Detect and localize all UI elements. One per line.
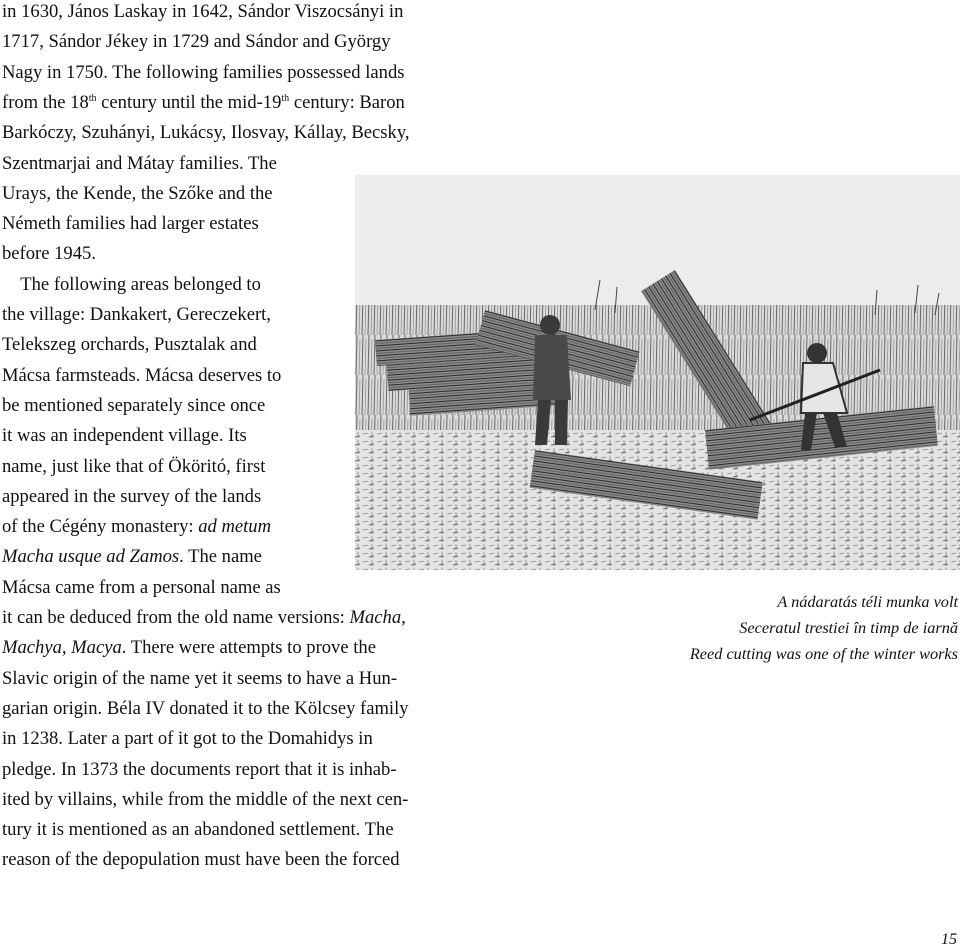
text-line [2, 455, 265, 479]
reed-cutting-illustration [355, 175, 960, 570]
italic-text-run: Macha usque ad Zamos [2, 546, 180, 568]
text-run: pledge. In 1373 the documents report that it is inhab- [2, 758, 397, 780]
text-line [2, 242, 96, 266]
caption-line-romanian: Seceratul trestiei în timp de iarnă [739, 618, 958, 637]
text-line [2, 303, 271, 327]
text-line [2, 30, 391, 54]
text-run: Telekszeg orchards, Pusztalak and [2, 334, 257, 356]
text-run: tury it is mentioned as an abandoned settlement. The [2, 819, 394, 841]
text-line [2, 424, 247, 448]
text-run: Szentmarjai and Mátay families. The [2, 152, 277, 174]
text-run: . There were attempts to prove the [121, 637, 376, 659]
italic-text-run: Macha, [349, 607, 406, 628]
text-run: of the Cégény monastery: [2, 516, 199, 538]
text-run: . The name [179, 546, 262, 568]
text-line [2, 758, 397, 782]
page-number: 15 [941, 931, 957, 948]
text-line [2, 394, 265, 418]
text-run: it can be deduced from the old name versions: [2, 607, 350, 628]
text-line [2, 0, 403, 24]
text-run: Barkóczy, Szuhányi, Lukácsy, Ilosvay, Kállay, Becsky, [2, 122, 410, 144]
text-run: Urays, the Kende, the Szőke and the [2, 182, 273, 204]
text-run: be mentioned separately since once [2, 394, 266, 416]
italic-text-run: Machya, Macya [2, 637, 122, 659]
text-line [2, 121, 410, 145]
text-line [2, 848, 400, 872]
superscript: th [88, 92, 97, 104]
text-run: Slavic origin of the name yet it seems to have a Hun- [2, 667, 398, 689]
text-run: Mácsa farmsteads. Mácsa deserves to [2, 364, 282, 386]
text-run: in 1630, János Laskay in 1642, Sándor Viszocsányi in [2, 1, 404, 22]
text-line [2, 182, 273, 206]
caption-line-hungarian: A nádaratás téli munka volt [777, 592, 958, 611]
text-run: garian origin. Béla IV donated it to the Kölcsey family [2, 697, 409, 719]
text-line [2, 61, 404, 85]
superscript: th [281, 92, 290, 104]
text-line [2, 545, 262, 569]
text-run: reason of the depopulation must have been the forced [2, 849, 400, 871]
text-line [2, 788, 408, 812]
text-line [2, 152, 277, 176]
text-line [2, 636, 376, 660]
caption-line-english: Reed cutting was one of the winter works [689, 644, 958, 663]
text-line [2, 606, 406, 630]
text-line [2, 212, 259, 236]
text-run: Mácsa came from a personal name as [2, 576, 281, 598]
text-line [2, 727, 373, 751]
text-line [2, 485, 261, 509]
text-line [2, 364, 281, 388]
italic-text-run: ad metum [198, 516, 272, 538]
figure-caption [628, 590, 958, 670]
text-run: it was an independent village. Its [2, 425, 247, 447]
text-run: Nagy in 1750. The following families possessed lands [2, 61, 405, 83]
text-run: The following areas belonged to [2, 273, 261, 295]
text-run: ited by villains, while from the middle of the next cen- [2, 788, 409, 810]
reed-cutting-engraving [355, 175, 960, 570]
text-line [2, 273, 261, 297]
text-run: appeared in the survey of the lands [2, 485, 262, 507]
text-run: the village: Dankakert, Gereczekert, [2, 304, 271, 325]
text-run: century: Baron [289, 91, 405, 113]
text-run: in 1238. Later a part of it got to the Domahidys in [2, 728, 373, 750]
text-run: from the 18 [2, 91, 89, 113]
text-run: name, just like that of Ököritó, first [2, 455, 266, 477]
text-line [2, 697, 409, 721]
text-run: century until the mid-19 [96, 91, 282, 113]
text-line [2, 333, 257, 357]
text-line [2, 576, 281, 600]
text-run: Németh families had larger estates [2, 213, 259, 235]
text-run: 1717, Sándor Jékey in 1729 and Sándor and György [2, 31, 391, 53]
text-line [2, 91, 405, 115]
text-line [2, 515, 271, 539]
text-line [2, 667, 397, 691]
text-line [2, 818, 394, 842]
text-run: before 1945. [2, 243, 96, 265]
